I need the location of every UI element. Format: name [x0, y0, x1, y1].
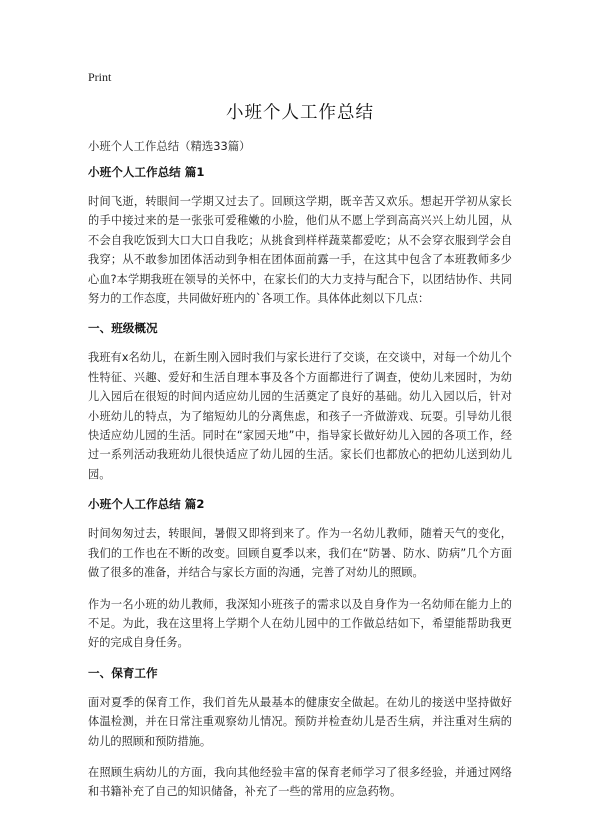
paragraph: 我班有x名幼儿，在新生刚入园时我们与家长进行了交谈，在交谈中，对每一个幼儿个性特征、兴趣、爱好和生活自理本事及各个方面都进行了调查，使幼儿来园时，为幼儿入园后在很短的时间内适应幼儿园的生活奠定了良好的基础。幼儿入园以后，针对小班幼儿的特点，为了缩短幼儿的分离焦虑，和孩子一齐做游戏、玩耍。引导幼儿很快适应幼儿园的生活。同时在“家园天地”中，指导家长做好幼儿入园的各项工作，经过一系列活动我班幼儿很快适应了幼儿园的生活。家长们也都放心的把幼儿送到幼儿园。	[88, 351, 512, 481]
section-heading: 小班个人工作总结 篇2	[88, 497, 205, 512]
document-page	[88, 70, 512, 814]
paragraph: 在照顾生病幼儿的方面，我向其他经验丰富的保育老师学习了很多经验，并通过网络和书籍补充了自己的知识储备，补充了一些的常用的应急药物。	[88, 765, 512, 799]
section-heading: 一、班级概况	[88, 321, 158, 336]
section-heading: 一、保育工作	[88, 665, 158, 680]
paragraph: 时间飞逝，转眼间一学期又过去了。回顾这学期，既辛苦又欢乐。想起开学初从家长的手中接过来的是一张张可爱稚嫩的小脸，他们从不愿上学到高高兴兴上幼儿园，从不会自我吃饭到大口大口自我吃；从挑食到样样蔬菜都爱吃；从不会穿衣服到学会自我穿；从不敢参加团体活动到争相在团体面前露一手，在这其中包含了本班教师多少心血?本学期我班在领导的关怀中，在家长们的大力支持与配合下，以团结协作、共同努力的工作态度，共同做好班内的`各项工作。具体体此刻以下几点：	[88, 195, 512, 306]
page-title: 小班个人工作总结	[226, 103, 374, 123]
paragraph: 时间匆匆过去，转眼间，暑假又即将到来了。作为一名幼儿教师，随着天气的变化，我们的工作也在不断的改变。回顾自夏季以来，我们在“防暑、防水、防病”几个方面做了很多的准备，并结合与家长方面的沟通，完善了对幼儿的照顾。	[88, 527, 512, 580]
subtitle: 小班个人工作总结（精选33篇）	[88, 139, 251, 153]
paragraph: 面对夏季的保育工作，我们首先从最基本的健康安全做起。在幼儿的接送中坚持做好体温检测，并在日常注重观察幼儿情况。预防并检查幼儿是否生病，并注重对生病的幼儿的照顾和预防措施。	[88, 695, 512, 748]
section-heading: 小班个人工作总结 篇1	[88, 165, 205, 179]
paragraph: 作为一名小班的幼儿教师，我深知小班孩子的需求以及自身作为一名幼师在能力上的不足。为此，我在这里将上学期个人在幼儿园中的工作做总结如下，希望能帮助我更好的完成自身任务。	[88, 597, 512, 650]
print-link[interactable]: Print	[88, 70, 112, 84]
